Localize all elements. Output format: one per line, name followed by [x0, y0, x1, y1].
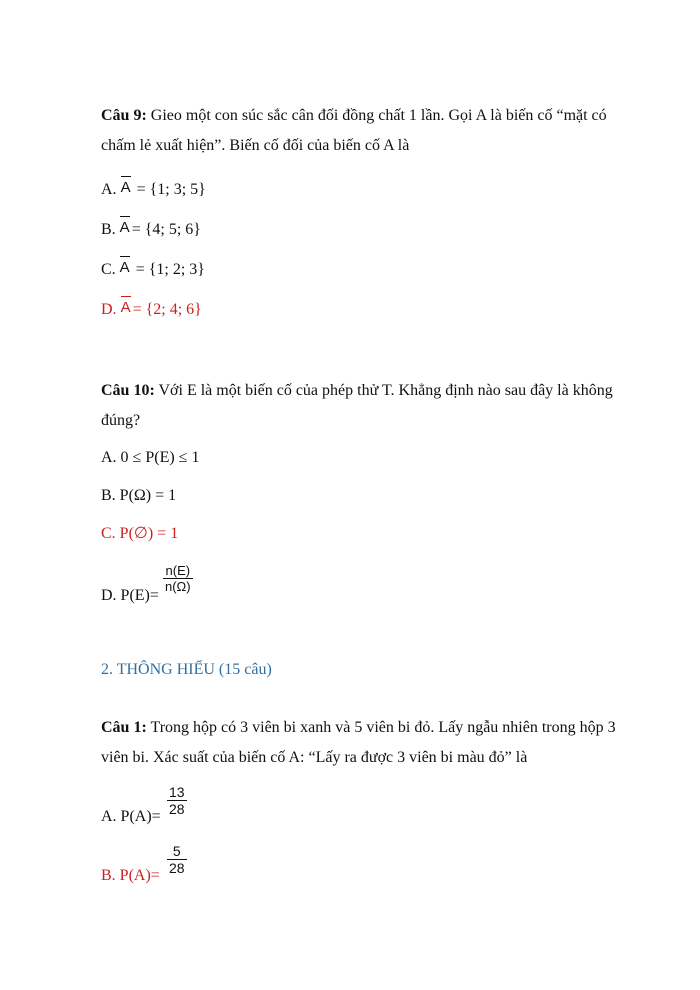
fraction-numerator: 5	[172, 843, 181, 859]
fraction-denominator: 28	[169, 860, 185, 876]
q9-stem-line2: chấm lẻ xuất hiện”. Biến cố đối của biến cố A là	[101, 137, 410, 154]
q10-option-c-correct: C. P(∅) = 1	[101, 525, 179, 542]
fraction-denominator: n(Ω)	[165, 579, 191, 594]
q10-text: Với E là một biến cố của phép thử T. Khẳng định nào sau đây là không	[154, 382, 613, 399]
fraction-numerator: 13	[169, 784, 185, 800]
q1-stem-line2: viên bi. Xác suất của biến cố A: “Lấy ra được 3 viên bi màu đỏ” là	[101, 749, 528, 766]
q10-option-b: B. P(Ω) = 1	[101, 487, 177, 504]
q1-option-a: A. P(A)=	[101, 808, 161, 825]
fraction-denominator: 28	[169, 801, 185, 817]
complement-a-symbol: A	[121, 296, 131, 318]
complement-a-symbol: A	[120, 216, 130, 238]
q10-option-d: D. P(E)=	[101, 587, 159, 604]
q1-option-a-fraction	[164, 784, 187, 817]
q9-stem-line1	[101, 106, 607, 126]
q9-option-a: A. A = {1; 3; 5}	[101, 176, 206, 200]
q9-text: Gieo một con súc sắc cân đối đồng chất 1 lần. Gọi A là biến cố “mặt có	[146, 107, 607, 124]
q1-label: Câu 1:	[101, 719, 147, 736]
q9-option-d-correct: D. A = {2; 4; 6}	[101, 296, 202, 320]
q9-option-b: B. A = {4; 5; 6}	[101, 216, 201, 240]
section-heading: 2. THÔNG HIỂU (15 câu)	[101, 661, 272, 678]
q1-option-b-fraction	[164, 843, 187, 876]
complement-a-symbol: A	[120, 256, 130, 278]
q9-option-c: C. A = {1; 2; 3}	[101, 256, 205, 280]
q10-option-d-fraction	[160, 563, 193, 594]
q1-text: Trong hộp có 3 viên bi xanh và 5 viên bi đỏ. Lấy ngẫu nhiên trong hộp 3	[146, 719, 616, 736]
q10-stem-line2: đúng?	[101, 412, 141, 429]
q10-option-a: A. 0 ≤ P(E) ≤ 1	[101, 449, 200, 466]
fraction-numerator: n(E)	[165, 563, 191, 578]
complement-a-symbol: A	[121, 176, 131, 198]
q1-option-b-correct: B. P(A)=	[101, 867, 160, 884]
q10-label: Câu 10:	[101, 382, 155, 399]
q9-label: Câu 9:	[101, 107, 147, 124]
q1-stem-line1	[101, 718, 616, 738]
q10-stem-line1	[101, 381, 613, 401]
